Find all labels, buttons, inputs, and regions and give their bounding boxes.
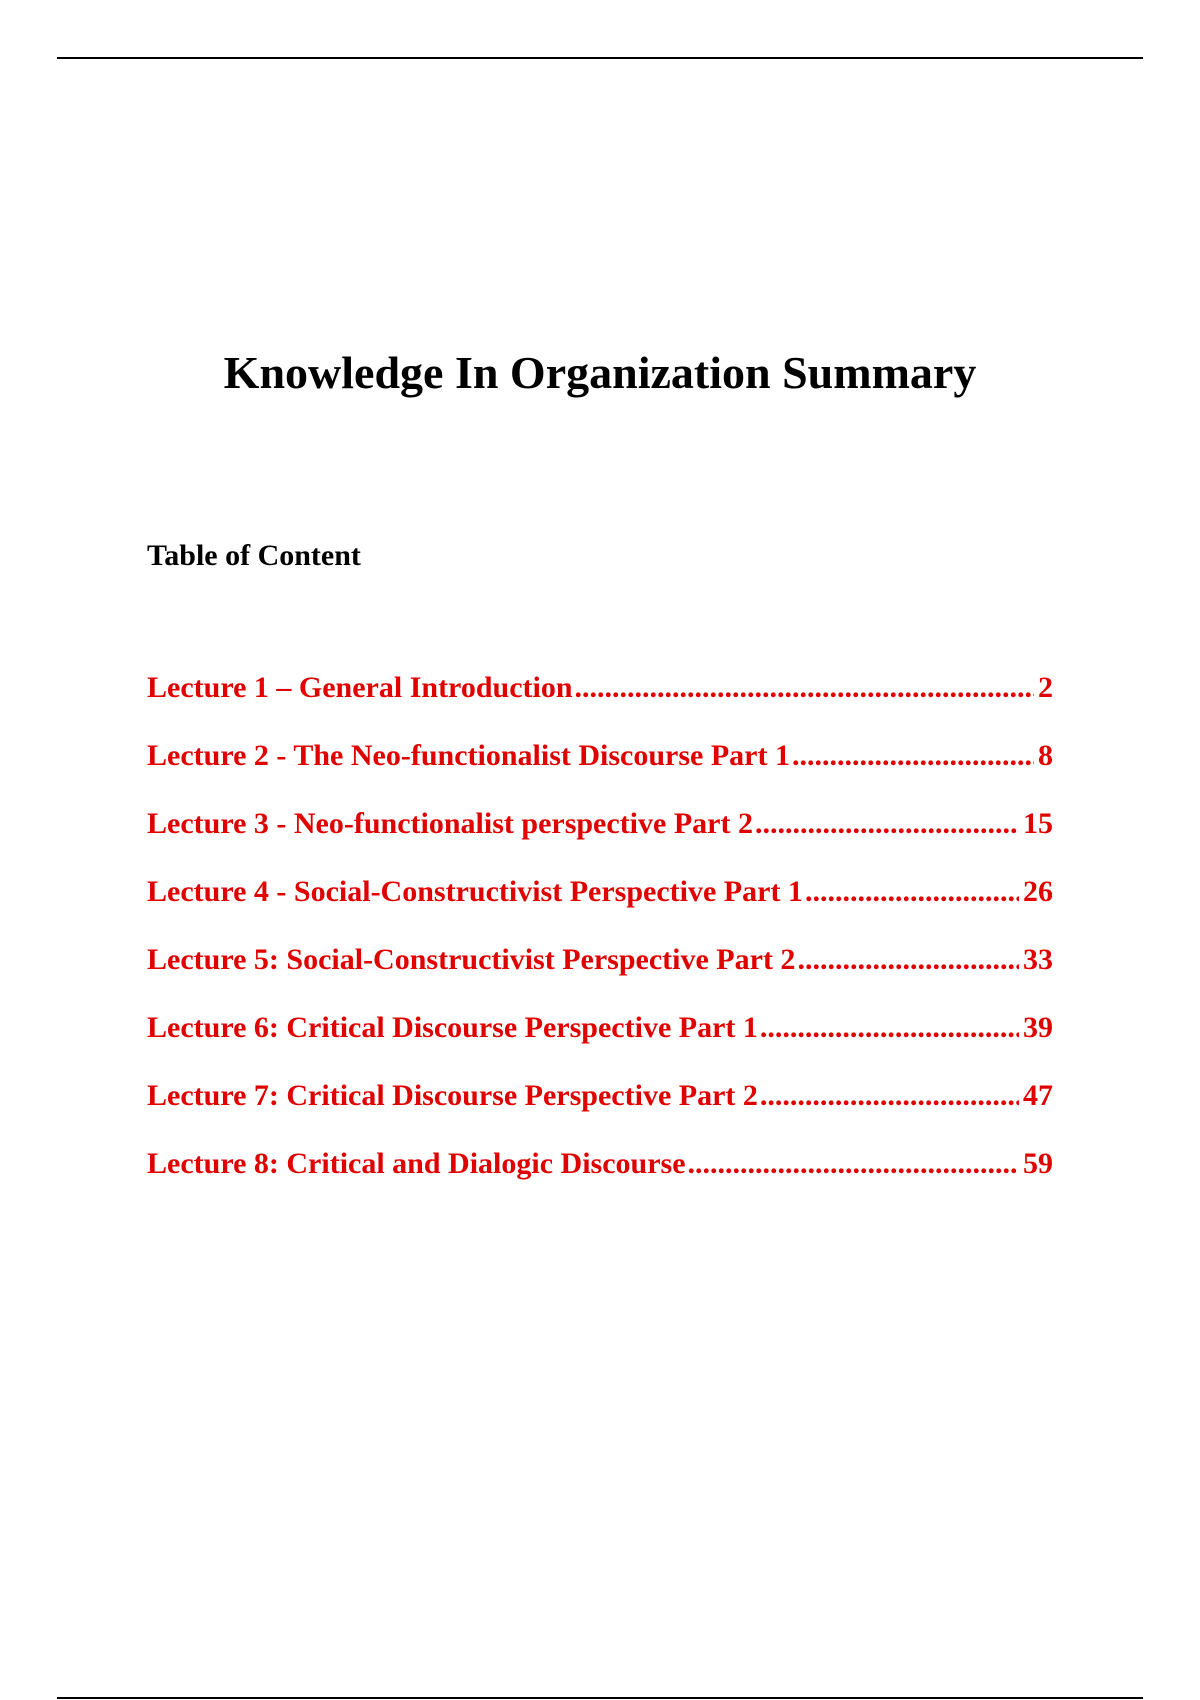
toc-dot-leader	[797, 940, 1019, 980]
document-title: Knowledge In Organization Summary	[223, 346, 977, 398]
toc-entry-lecture-1[interactable]	[147, 668, 1053, 736]
top-rule	[57, 57, 1143, 59]
toc-entry-lecture-4[interactable]	[147, 872, 1053, 940]
toc-entry-label: Lecture 1 – General Introduction	[147, 671, 573, 704]
toc-entry-label: Lecture 8: Critical and Dialogic Discourse	[147, 1147, 686, 1180]
toc-entry-page: 26	[1023, 875, 1053, 908]
toc-dot-leader	[792, 736, 1034, 776]
toc-entry-lecture-3[interactable]	[147, 804, 1053, 872]
toc-entry-label: Lecture 2 - The Neo-functionalist Discourse Part 1	[147, 739, 790, 772]
toc-entry-lecture-6[interactable]	[147, 1008, 1053, 1076]
toc-entry-label: Lecture 5: Social-Constructivist Perspective Part 2	[147, 943, 796, 976]
toc-dot-leader	[760, 1076, 1019, 1116]
toc-dot-leader	[688, 1144, 1019, 1184]
toc-heading: Table of Content	[147, 539, 361, 572]
table-of-contents	[147, 668, 1053, 1212]
toc-entry-label: Lecture 6: Critical Discourse Perspective Part 1	[147, 1011, 758, 1044]
toc-entry-lecture-7[interactable]	[147, 1076, 1053, 1144]
toc-entry-page: 59	[1023, 1147, 1053, 1180]
toc-entry-page: 2	[1038, 671, 1053, 704]
toc-dot-leader	[755, 804, 1019, 844]
toc-entry-label: Lecture 7: Critical Discourse Perspective Part 2	[147, 1079, 758, 1112]
toc-entry-page: 39	[1023, 1011, 1053, 1044]
toc-entry-page: 47	[1023, 1079, 1053, 1112]
toc-entry-label: Lecture 3 - Neo-functionalist perspective Part 2	[147, 807, 753, 840]
toc-entry-page: 15	[1023, 807, 1053, 840]
toc-entry-lecture-5[interactable]	[147, 940, 1053, 1008]
toc-entry-page: 33	[1023, 943, 1053, 976]
toc-entry-lecture-2[interactable]	[147, 736, 1053, 804]
toc-dot-leader	[575, 668, 1034, 708]
toc-entry-page: 8	[1038, 739, 1053, 772]
toc-entry-label: Lecture 4 - Social-Constructivist Perspective Part 1	[147, 875, 803, 908]
bottom-rule	[57, 1697, 1143, 1699]
toc-dot-leader	[805, 872, 1019, 912]
toc-dot-leader	[760, 1008, 1019, 1048]
toc-entry-lecture-8[interactable]	[147, 1144, 1053, 1212]
